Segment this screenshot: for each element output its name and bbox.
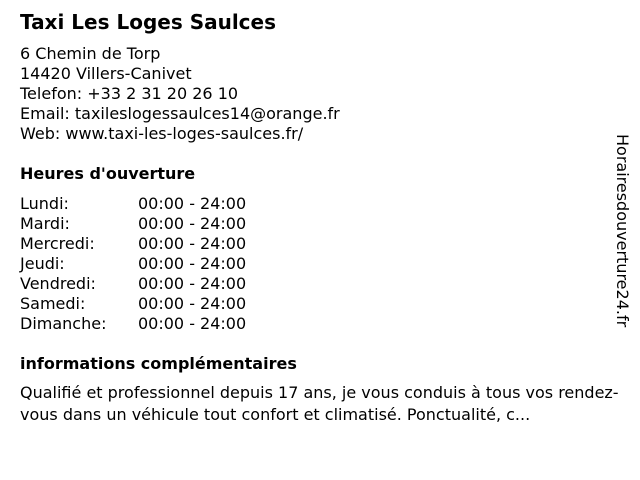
- email-line: [20, 104, 340, 124]
- time-range: 00:00 - 24:00: [138, 274, 247, 293]
- time-range: 00:00 - 24:00: [138, 194, 247, 213]
- web-line: [20, 124, 340, 144]
- street-address: 6 Chemin de Torp: [20, 44, 161, 63]
- phone-link[interactable]: +33 2 31 20 26 10: [87, 84, 239, 103]
- day-label: Jeudi:: [20, 254, 65, 273]
- info-heading: informations complémentaires: [20, 354, 297, 373]
- web-label: Web:: [20, 124, 66, 143]
- time-range: 00:00 - 24:00: [138, 314, 247, 333]
- day-label: Mardi:: [20, 214, 70, 233]
- contact-block: [20, 44, 340, 144]
- hours-heading: Heures d'ouverture: [20, 164, 196, 183]
- day-label: Dimanche:: [20, 314, 107, 333]
- time-range: 00:00 - 24:00: [138, 234, 247, 253]
- info-description: Qualifié et professionnel depuis 17 ans, je vous conduis à tous vos rendez-vous dans un véhicule tout confort et climatisé. Ponctualité, c...: [20, 383, 619, 424]
- phone-label: Telefon:: [20, 84, 88, 103]
- day-label: Lundi:: [20, 194, 69, 213]
- day-label: Vendredi:: [20, 274, 96, 293]
- email-label: Email:: [20, 104, 75, 123]
- site-brand-vertical: Horairesdouverture24.fr: [613, 134, 632, 328]
- day-label: Mercredi:: [20, 234, 95, 253]
- phone-line: [20, 84, 340, 104]
- time-range: 00:00 - 24:00: [138, 214, 247, 233]
- city-address: 14420 Villers-Canivet: [20, 64, 192, 83]
- business-name: Taxi Les Loges Saulces: [20, 10, 277, 34]
- web-link[interactable]: www.taxi-les-loges-saulces.fr/: [65, 124, 304, 143]
- email-link[interactable]: taxileslogessaulces14@orange.fr: [74, 104, 340, 123]
- time-range: 00:00 - 24:00: [138, 254, 247, 273]
- day-label: Samedi:: [20, 294, 86, 313]
- time-range: 00:00 - 24:00: [138, 294, 247, 313]
